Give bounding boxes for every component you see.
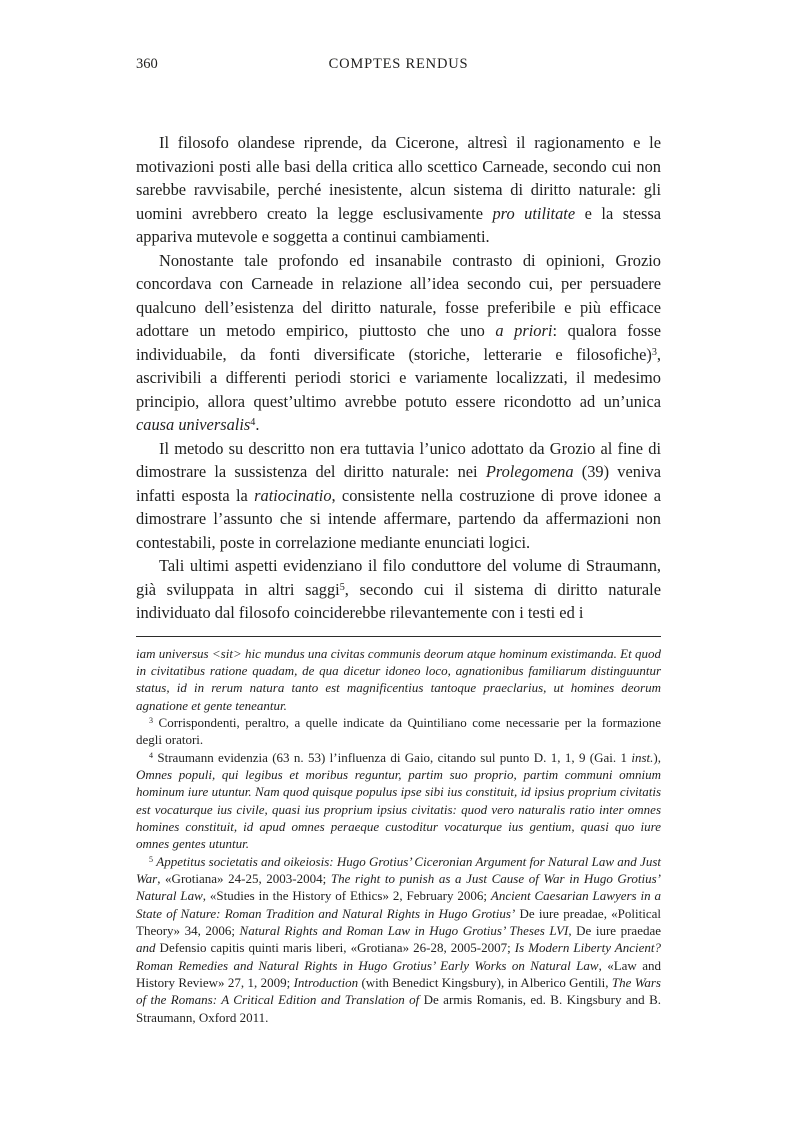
text-run: , secondo cui il sistema di diritto naturale individuato dal filosofo coinciderebbe rilevantemente con i testi ed i	[136, 579, 661, 622]
text-run: De armis Romanis, ed. B. Kingsbury and B. Straumann, Oxford 2011.	[136, 992, 661, 1025]
body-paragraph	[136, 437, 661, 555]
footnote-item	[136, 645, 661, 714]
text-run: , «Studies in the History of Ethics» 2, February 2006;	[202, 888, 491, 904]
italic-text-run: Ancient Caesarian Lawyers in a State of Nature: Roman Tradition and Natural Rights in Hugo Grotius’	[136, 888, 662, 921]
text-run: , consistente nella costruzione di prove idonee a dimostrare l’assunto che si intende affermare, partendo da affermazioni non contestabili, poste in correlazione mediante enunciati logici.	[136, 485, 661, 552]
footnote-marker: 3	[651, 346, 657, 358]
italic-text-run: pro utilitate	[492, 203, 576, 223]
text-run: Il filosofo olandese riprende, da Cicerone, altresì il ragionamento e le motivazioni posti alle basi della critica allo scettico Carneade, secondo cui non sarebbe ravvisabile, perché inesistente, alcun sistema di diritto naturale: gli uomini avrebbero creato la legge esclusivamente	[136, 133, 661, 223]
text-run: , ascrivibili a differenti periodi storici e variamente localizzati, il medesimo principio, allora quest’ultimo avrebbe potuto essere ricondotto ad un’unica	[136, 344, 661, 411]
body-paragraph	[136, 554, 661, 625]
text-run: : qualora fosse individuabile, da fonti diversificate (storiche, letterarie e filosofiche)	[136, 321, 661, 364]
text-run: Il metodo su descritto non era tuttavia l’unico adottato da Grozio al fine di dimostrare la sussistenza del diritto naturale: nei	[136, 438, 661, 481]
text-run: .	[255, 415, 260, 434]
italic-text-run: inst.	[631, 749, 654, 765]
page-content	[136, 56, 661, 1026]
italic-text-run: Natural Rights and Roman Law in Hugo Grotius’ Theses LVI	[239, 923, 569, 938]
footnote-item	[136, 853, 661, 1026]
body-paragraph	[136, 131, 661, 249]
text-run: (39) veniva infatti esposta la	[136, 462, 661, 505]
footnote-item	[136, 749, 661, 853]
footnote-marker: 4	[149, 750, 154, 760]
text-run: ),	[653, 749, 661, 765]
italic-text-run: iam universus <sit> hic mundus una civitas communis deorum atque hominum existimanda. Et quod in civitatibus ratione quadam, de qua dicetur idoneo loco, agnationibus familiarum distinguuntur status, id in rerum natura tanto est magnificentius tantoque praeclarius, ut homines deorum agnatione et gente teneantur.	[136, 645, 661, 713]
footnote-marker: 4	[250, 417, 256, 429]
footnotes-block	[136, 645, 661, 1027]
text-run: (with Benedict Kingsbury), in Alberico Gentili,	[358, 975, 612, 991]
text-run: Tali ultimi aspetti evidenziano il filo conduttore del volume di Straumann, già sviluppata in altri saggi	[136, 556, 661, 599]
italic-text-run: a priori	[495, 321, 553, 340]
running-head	[136, 56, 661, 74]
italic-text-run: The right to punish as a Just Cause of War in Hugo Grotius’ Natural Law	[136, 870, 661, 904]
page-number: 360	[136, 56, 158, 72]
running-header-title: COMPTES RENDUS	[328, 56, 469, 72]
text-run: e la stessa appariva mutevole e soggetta a continui cambiamenti.	[136, 203, 661, 246]
text-run: Corrispondenti, peraltro, a quelle indicate da Quintiliano come necessarie per la formazione degli oratori.	[136, 714, 661, 748]
italic-text-run: Is Modern Liberty Ancient? Roman Remedies and Natural Rights in Hugo Grotius’ Early Works on Natural Law	[136, 940, 661, 973]
text-run: Defensio capitis quinti maris liberi, «Grotiana» 26-28, 2005-2007;	[155, 940, 515, 956]
footnote-marker: 3	[149, 716, 154, 726]
text-run: , «Grotiana» 24-25, 2003-2004;	[157, 870, 331, 886]
italic-text-run: ratiocinatio	[254, 485, 332, 505]
body-text	[136, 131, 661, 625]
body-paragraph	[136, 249, 661, 437]
italic-text-run: Prolegomena	[485, 462, 574, 481]
text-run: , «Law and History Review» 27, 1, 2009;	[136, 957, 661, 991]
italic-text-run: causa universalis	[136, 415, 251, 434]
text-run: Straumann evidenzia (63 n. 53) l’influenza di Gaio, citando sul punto D. 1, 1, 9 (Gai. 1	[153, 749, 632, 765]
italic-text-run: Appetitus societatis and oikeiosis: Hugo Grotius’ Ciceronian Argument for Natural Law and Just War	[136, 853, 662, 886]
italic-text-run: Omnes populi, qui legibus et moribus reguntur, partim suo proprio, partim communi omnium hominum iure utuntur. Nam quod quisque populus ipse sibi ius constituit, id ipsius proprium civitatis est vocaturque ius civile, quasi ius proprium ipsius civitatis: quod vero naturalis ratio inter omnes homines constituit, id apud omnes peraeque custoditur vocaturque ius gentium, quasi quo iure omnes gentes utuntur.	[136, 766, 661, 852]
footnote-marker: 5	[149, 855, 154, 864]
footnote-item	[136, 714, 661, 749]
text-run: Nonostante tale profondo ed insanabile contrasto di opinioni, Grozio concordava con Carneade in relazione all’idea secondo cui, per persuadere qualcuno dell’esistenza del diritto naturale, fosse preferibile e più efficace adottare un metodo empirico, piuttosto che uno	[136, 250, 661, 340]
footnote-marker: 5	[339, 581, 345, 593]
italic-text-run: Introduction	[293, 975, 359, 991]
footnote-separator-rule	[136, 636, 661, 637]
italic-text-run: and	[136, 940, 156, 956]
text-run: De iure preadae, «Political Theory» 34, 2006;	[136, 905, 662, 938]
italic-text-run: The Wars of the Romans: A Critical Edition and Translation of	[136, 975, 661, 1008]
text-run: , De iure praedae	[568, 923, 662, 938]
